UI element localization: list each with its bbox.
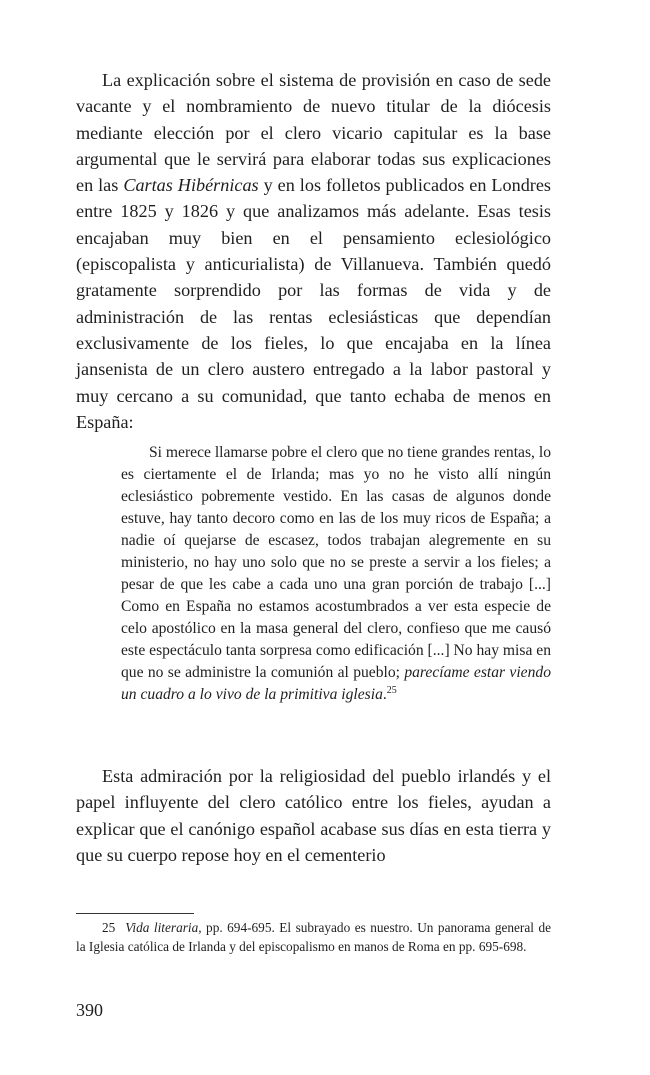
body-paragraph-1: [76, 67, 551, 435]
quote-text: Si merece llamarse pobre el clero que no tiene grandes rentas, lo es ciertamente el de Irlanda; mas yo no he visto allí ningún eclesiástico pobremente vestido. En las casas de algunos donde estuve, hay tanto decoro como en las de los muy ricos de España; a nadie oí quejarse de escasez, todos trabajan alegremente en su ministerio, no hay uno solo que no se preste a servir a los fieles; a pesar de que les cabe a cada uno una gran porción de trabajo [...] Como en España no estamos acostumbrados a ver esta especie de celo apostólico en la masa general del clero, confieso que me causó este espectáculo tanta sorpresa como edificación [...] No hay misa en que no se administre la comunión al pueblo;: [121, 444, 551, 681]
paragraph-text: Esta admiración por la religiosidad del pueblo irlandés y el papel influyente del clero católico entre los fieles, ayudan a explicar que el canónigo español acabase sus días en esta tierra y que su cuerpo repose hoy en el cementerio: [76, 766, 551, 865]
paragraph-text: y en los folletos publicados en Londres entre 1825 y 1826 y que analizamos más adelante. Esas tesis encajaban muy bien en el pensamiento eclesiológico (episcopalista y anticurialista) de Villanueva. También quedó gratamente sorprendido por las formas de vida y de administración de las rentas eclesiásticas que dependían exclusivamente de los fieles, lo que encajaba en la línea jansenista de un clero austero entregado a la labor pastoral y muy cercano a su comunidad, que tanto echaba de menos en España:: [76, 175, 551, 432]
block-quote: [121, 442, 551, 706]
footnote-number: 25: [102, 920, 116, 935]
footnote: [76, 918, 551, 956]
italic-title: Cartas Hibérnicas: [123, 175, 259, 196]
body-paragraph-2: [76, 763, 551, 868]
footnote-divider: [76, 913, 194, 914]
footnote-text: pp. 694-695. El subrayado es nuestro. Un panorama general de la Iglesia católica de Irlanda y del episcopalismo en manos de Roma en pp. 695-698.: [76, 920, 551, 954]
paragraph-text: La explicación sobre el sistema de provisión en caso de sede vacante y el nombramiento de nuevo titular de la diócesis mediante elección por el clero vicario capitular es la base argumental que le servirá para elaborar todas sus explicaciones en las: [76, 70, 551, 196]
footnote-reference: 25: [386, 685, 397, 696]
page-number: 390: [76, 1000, 103, 1020]
quote-italic: parecíame estar viendo un cuadro a lo vivo de la primitiva iglesia: [121, 664, 551, 703]
footnote-italic: Vida literaria,: [125, 920, 202, 935]
quote-tail: .: [382, 686, 387, 703]
